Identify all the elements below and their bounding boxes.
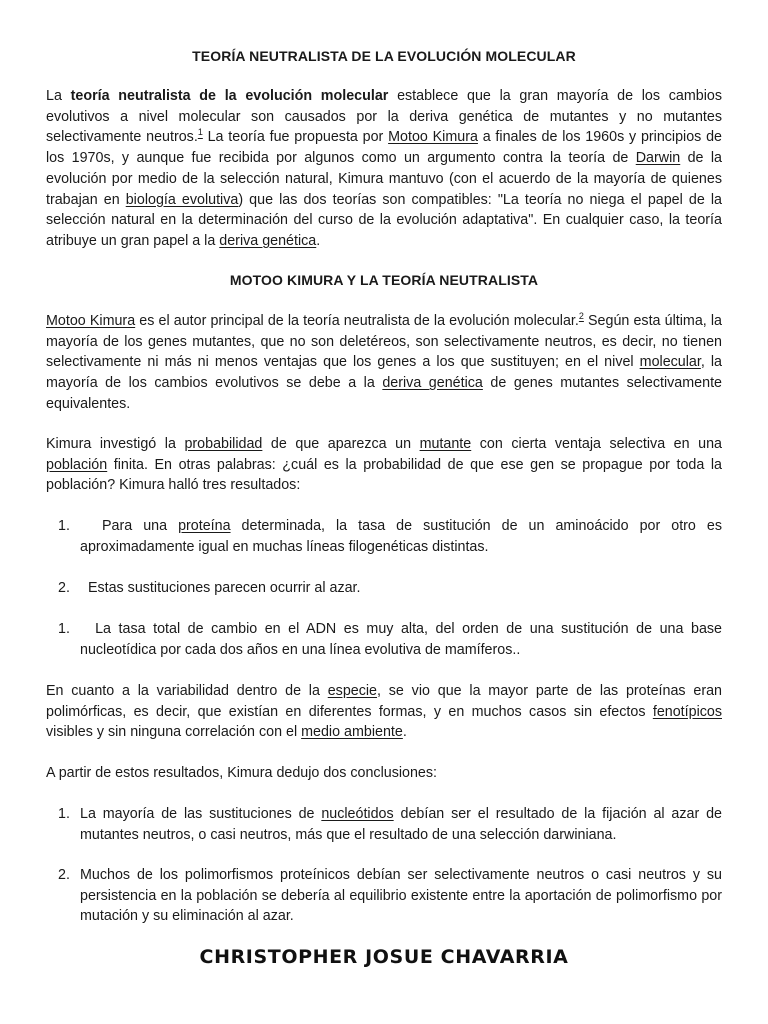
list-number: 1. (58, 518, 70, 534)
result-item-1: 1. Para una proteína determinada, la tasa de sustitución de un aminoácido por otro es aproximadamente igual en muchas líneas filogenéticas distintas. (58, 518, 722, 555)
link-darwin[interactable]: Darwin (635, 150, 681, 167)
link-deriva-genetica[interactable]: deriva genética (219, 232, 317, 249)
link-especie[interactable]: especie (327, 683, 378, 699)
kimura-paragraph: Motoo Kimura es el autor principal de la teoría neutralista de la evolución molecular.$^2$ Según esta última, la mayoría de los genes mutantes, que no son deletéreos, son selectivamente neutros, es decir, no tienen selectivamente ni más ni menos ventajas que los genes a los que sustituyen; en el nivel molecular, la mayoría de los cambios evolutivos se debe a la deriva genética de genes mutantes selectivamente equivalentes. (46, 311, 723, 412)
link-deriva-genetica-2[interactable]: deriva genética (382, 375, 483, 392)
intro-paragraph: La teoría neutralista de la evolución molecular establece que la gran mayoría de los cambios evolutivos a nivel molecular son causados por la deriva genética de mutantes y no mutantes selectivamente neutros.$^1$ La teoría fue propuesta por Motoo Kimura a finales de los 1960s y principios de los 1970s, y aunque fue recibida por algunos como un argumento contra la teoría de Darwin de la evolución por medio de la selección natural, Kimura mantuvo (con el acuerdo de la mayoría de quienes trabajan en biología evolutiva) que las dos teorías son compatibles: "La teoría no niega el papel de la selección natural en la determinación del curso de la evolución adaptativa". En cualquier caso, la teoría atribuye un gran papel a la deriva genética. (46, 88, 723, 249)
link-molecular[interactable]: molecular (639, 354, 701, 371)
bold-term: teoría neutralista de la evolución molecular (70, 88, 389, 104)
link-poblacion[interactable]: población (46, 456, 108, 473)
result-item-2: 2. Estas sustituciones parecen ocurrir al azar. (46, 578, 722, 599)
list-number: 1. (58, 806, 70, 822)
author-name: CHRISTOPHER JOSUE CHAVARRIA (199, 946, 569, 968)
link-probabilidad[interactable]: probabilidad (184, 436, 263, 452)
link-medio-ambiente[interactable]: medio ambiente (301, 724, 403, 741)
variability-paragraph: En cuanto a la variabilidad dentro de la especie, se vio que la mayor parte de las proteínas eran polimórficas, es decir, que existían en diferentes formas, y en muchos casos sin efectos fenotípicos visibles y sin ninguna correlación con el medio ambiente. (46, 683, 722, 741)
document-title: TEORÍA NEUTRALISTA DE LA EVOLUCIÓN MOLECULAR (192, 48, 576, 64)
conclusion-item-1: 1. La mayoría de las sustituciones de nucleótidos debían ser el resultado de la fijación al azar de mutantes neutros, o casi neutros, más que el resultado de una selección darwiniana. (58, 806, 722, 843)
conclusions-intro: A partir de estos resultados, Kimura dedujo dos conclusiones: (46, 765, 438, 781)
link-nucleotidos[interactable]: nucleótidos (321, 806, 394, 822)
probability-paragraph: Kimura investigó la probabilidad de que aparezca un mutante con cierta ventaja selectiva en una población finita. En otras palabras: ¿cuál es la probabilidad de que ese gen se propague por toda la población? Kimura halló tres resultados: (46, 436, 722, 494)
list-number: 2. (58, 580, 70, 596)
footnote-1-link[interactable]: 1 (197, 127, 203, 138)
result-item-3: 1. La tasa total de cambio en el ADN es muy alta, del orden de una sustitución de una base nucleotídica por cada dos años en una línea evolutiva de mamíferos.. (58, 621, 726, 658)
list-number: 1. (58, 621, 70, 637)
footnote-2-link[interactable]: 2 (578, 311, 584, 322)
list-number: 2. (58, 867, 70, 883)
link-mutante[interactable]: mutante (419, 436, 472, 452)
link-fenotipicos[interactable]: fenotípicos (652, 703, 722, 720)
link-biologia-evolutiva[interactable]: biología evolutiva (125, 191, 239, 208)
link-motoo-kimura-2[interactable]: Motoo Kimura (46, 313, 136, 329)
conclusion-item-2: 2. Muchos de los polimorfismos proteínicos debían ser selectivamente neutros o casi neutros y su persistencia en la población se debería al equilibrio existente entre la aportación de polimorfismo por mutación y su eliminación al azar. (58, 867, 722, 925)
link-proteina[interactable]: proteína (178, 518, 231, 534)
section-heading: MOTOO KIMURA Y LA TEORÍA NEUTRALISTA (229, 272, 539, 288)
link-motoo-kimura[interactable]: Motoo Kimura (388, 129, 478, 146)
